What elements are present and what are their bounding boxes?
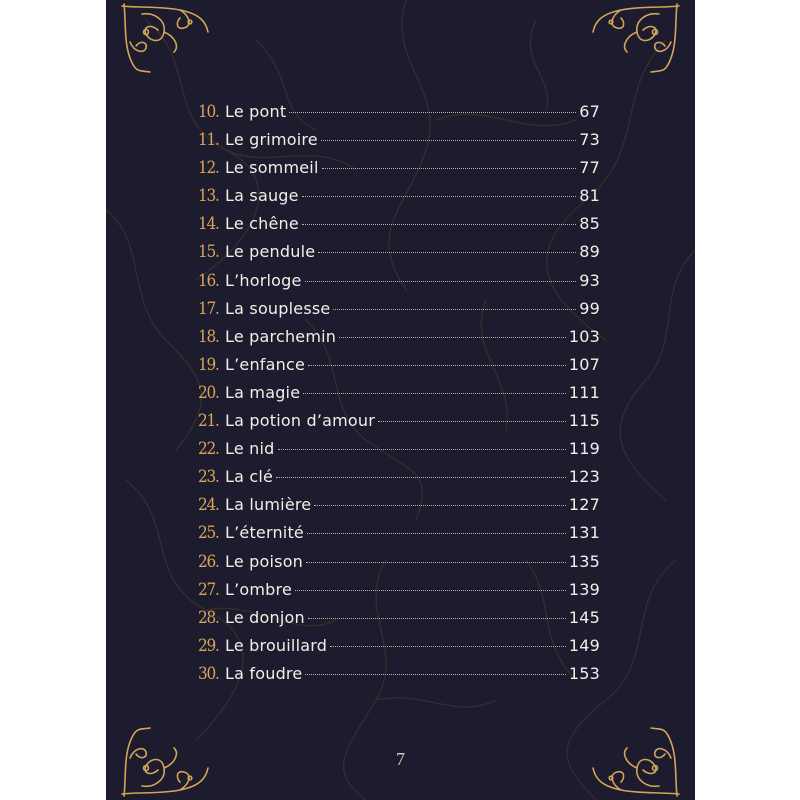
- dot-leader: [305, 280, 577, 282]
- chapter-number: 17.: [198, 298, 219, 319]
- dot-leader: [295, 589, 566, 591]
- toc-entry[interactable]: [198, 604, 600, 632]
- chapter-page-number: 149: [568, 635, 600, 655]
- chapter-title: L’ombre: [225, 579, 293, 599]
- chapter-number: 11.: [198, 130, 219, 151]
- chapter-page-number: 85: [579, 214, 600, 234]
- chapter-title: La lumière: [225, 495, 312, 515]
- toc-entry[interactable]: [198, 210, 600, 238]
- chapter-title: Le grimoire: [225, 130, 318, 150]
- toc-entry[interactable]: [198, 548, 600, 576]
- dot-leader: [322, 167, 577, 169]
- page-number: 7: [396, 749, 405, 769]
- chapter-title: Le nid: [225, 439, 275, 459]
- dot-leader: [314, 504, 566, 506]
- chapter-title: La foudre: [225, 663, 303, 683]
- chapter-number: 14.: [198, 214, 219, 235]
- dot-leader: [276, 476, 566, 478]
- chapter-number: 29.: [198, 635, 219, 656]
- book-page: [106, 0, 695, 800]
- corner-ornament-top-left-icon: [120, 2, 212, 74]
- chapter-number: 12.: [198, 158, 219, 179]
- chapter-title: L’enfance: [225, 354, 306, 374]
- toc-entry[interactable]: [198, 98, 600, 126]
- chapter-title: Le poison: [225, 551, 304, 571]
- dot-leader: [302, 223, 576, 225]
- chapter-page-number: 81: [579, 186, 600, 206]
- toc-entry[interactable]: [198, 632, 600, 660]
- chapter-title: Le sommeil: [225, 158, 319, 178]
- chapter-page-number: 107: [568, 354, 600, 374]
- toc-entry[interactable]: [198, 267, 600, 295]
- toc-entry[interactable]: [198, 407, 600, 435]
- dot-leader: [302, 195, 577, 197]
- dot-leader: [289, 111, 576, 113]
- chapter-page-number: 131: [568, 523, 600, 543]
- chapter-number: 28.: [198, 607, 219, 628]
- chapter-number: 21.: [198, 411, 219, 432]
- chapter-number: 30.: [198, 663, 219, 684]
- chapter-number: 10.: [198, 102, 219, 122]
- toc-entry[interactable]: [198, 182, 600, 210]
- chapter-title: Le pendule: [225, 242, 316, 262]
- chapter-number: 22.: [198, 439, 219, 460]
- chapter-title: Le brouillard: [225, 635, 328, 655]
- chapter-number: 19.: [198, 354, 219, 375]
- dot-leader: [278, 448, 566, 450]
- chapter-title: Le chêne: [225, 214, 299, 234]
- chapter-page-number: 103: [568, 326, 600, 346]
- chapter-page-number: 135: [568, 551, 600, 571]
- chapter-page-number: 115: [568, 411, 600, 431]
- chapter-number: 16.: [198, 270, 219, 291]
- dot-leader: [305, 673, 565, 675]
- dot-leader: [306, 561, 566, 563]
- chapter-title: L’horloge: [225, 270, 302, 290]
- toc-entry[interactable]: [198, 295, 600, 323]
- toc-entry[interactable]: [198, 238, 600, 266]
- dot-leader: [308, 617, 566, 619]
- chapter-page-number: 73: [579, 130, 600, 150]
- chapter-title: Le pont: [225, 102, 287, 121]
- toc-entry[interactable]: [198, 154, 600, 182]
- chapter-page-number: 89: [579, 242, 600, 262]
- table-of-contents: [198, 98, 600, 688]
- chapter-page-number: 139: [568, 579, 600, 599]
- dot-leader: [318, 251, 576, 253]
- toc-entry[interactable]: [198, 576, 600, 604]
- toc-entry[interactable]: [198, 379, 600, 407]
- dot-leader: [333, 308, 576, 310]
- chapter-title: La magie: [225, 382, 301, 402]
- toc-entry[interactable]: [198, 126, 600, 154]
- toc-entry[interactable]: [198, 463, 600, 491]
- toc-entry[interactable]: [198, 519, 600, 547]
- chapter-number: 13.: [198, 186, 219, 207]
- toc-entry[interactable]: [198, 351, 600, 379]
- chapter-title: La souplesse: [225, 298, 331, 318]
- toc-entry[interactable]: [198, 435, 600, 463]
- chapter-title: L’éternité: [225, 523, 304, 543]
- chapter-page-number: 123: [568, 467, 600, 487]
- chapter-page-number: 93: [579, 270, 600, 290]
- toc-entry[interactable]: [198, 323, 600, 351]
- chapter-number: 26.: [198, 551, 219, 572]
- chapter-title: Le parchemin: [225, 326, 337, 346]
- chapter-title: La clé: [225, 467, 274, 487]
- chapter-number: 18.: [198, 326, 219, 347]
- dot-leader: [321, 139, 576, 141]
- chapter-page-number: 127: [568, 495, 600, 515]
- chapter-page-number: 77: [579, 158, 600, 178]
- chapter-page-number: 153: [568, 663, 600, 683]
- chapter-page-number: 67: [579, 102, 600, 121]
- dot-leader: [339, 336, 566, 338]
- chapter-page-number: 119: [568, 439, 600, 459]
- chapter-number: 27.: [198, 579, 219, 600]
- chapter-number: 25.: [198, 523, 219, 544]
- chapter-title: La sauge: [225, 186, 299, 206]
- chapter-number: 24.: [198, 495, 219, 516]
- chapter-page-number: 111: [568, 382, 600, 402]
- chapter-page-number: 145: [568, 607, 600, 627]
- chapter-number: 20.: [198, 382, 219, 403]
- chapter-page-number: 99: [579, 298, 600, 318]
- corner-ornament-top-right-icon: [589, 2, 681, 74]
- chapter-number: 23.: [198, 467, 219, 488]
- dot-leader: [308, 364, 566, 366]
- chapter-title: La potion d’amour: [225, 411, 376, 431]
- dot-leader: [307, 532, 566, 534]
- chapter-title: Le donjon: [225, 607, 305, 627]
- dot-leader: [330, 645, 566, 647]
- chapter-number: 15.: [198, 242, 219, 263]
- dot-leader: [303, 392, 566, 394]
- dot-leader: [378, 420, 566, 422]
- toc-entry[interactable]: [198, 660, 600, 688]
- toc-entry[interactable]: [198, 491, 600, 519]
